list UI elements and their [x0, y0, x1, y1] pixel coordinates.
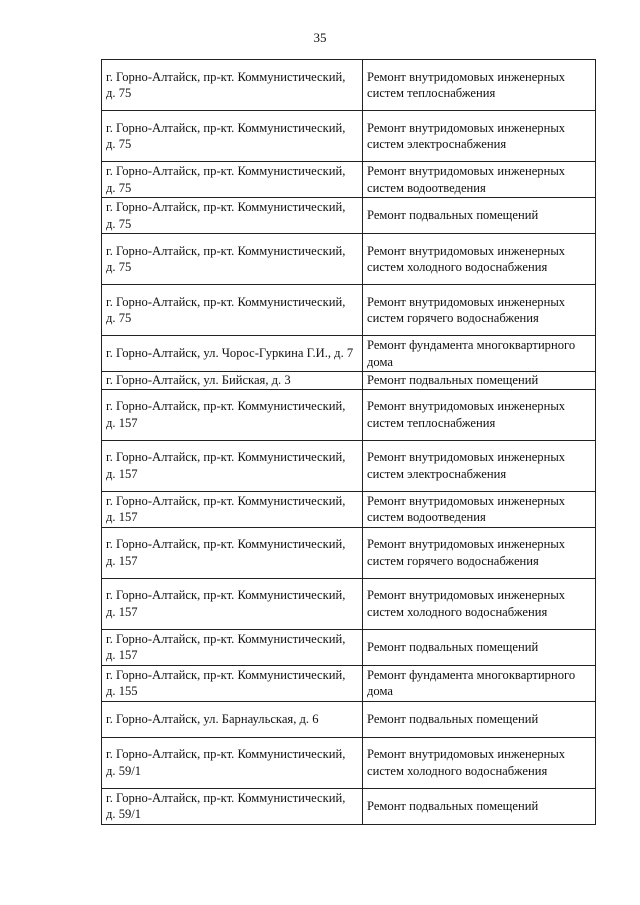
address-cell: г. Горно-Алтайск, пр-кт. Коммунистический, д. 157 [102, 491, 363, 527]
table-row [102, 491, 596, 527]
address-cell: г. Горно-Алтайск, пр-кт. Коммунистический, д. 157 [102, 440, 363, 491]
table-row [102, 285, 596, 336]
work-type-cell: Ремонт подвальных помещений [363, 788, 596, 824]
work-type-cell: Ремонт внутридомовых инженерных систем холодного водоснабжения [363, 234, 596, 285]
address-cell: г. Горно-Алтайск, пр-кт. Коммунистический, д. 157 [102, 389, 363, 440]
work-type-cell: Ремонт внутридомовых инженерных систем водоотведения [363, 491, 596, 527]
address-cell: г. Горно-Алтайск, пр-кт. Коммунистический, д. 157 [102, 527, 363, 578]
work-type-cell: Ремонт фундамента многоквартирного дома [363, 336, 596, 372]
works-table [101, 59, 596, 825]
address-cell: г. Горно-Алтайск, пр-кт. Коммунистический, д. 75 [102, 162, 363, 198]
address-cell: г. Горно-Алтайск, пр-кт. Коммунистический, д. 75 [102, 198, 363, 234]
table-row [102, 234, 596, 285]
address-cell: г. Горно-Алтайск, пр-кт. Коммунистический, д. 157 [102, 578, 363, 629]
work-type-cell: Ремонт внутридомовых инженерных систем теплоснабжения [363, 60, 596, 111]
table-row [102, 665, 596, 701]
address-cell: г. Горно-Алтайск, пр-кт. Коммунистический, д. 75 [102, 111, 363, 162]
table-row [102, 162, 596, 198]
table-row [102, 440, 596, 491]
table-row [102, 372, 596, 390]
table-row [102, 701, 596, 737]
address-cell: г. Горно-Алтайск, пр-кт. Коммунистический, д. 75 [102, 60, 363, 111]
table-row [102, 60, 596, 111]
work-type-cell: Ремонт подвальных помещений [363, 198, 596, 234]
address-cell: г. Горно-Алтайск, пр-кт. Коммунистический, д. 59/1 [102, 737, 363, 788]
work-type-cell: Ремонт внутридомовых инженерных систем водоотведения [363, 162, 596, 198]
table-row [102, 788, 596, 824]
table-row [102, 111, 596, 162]
work-type-cell: Ремонт внутридомовых инженерных систем электроснабжения [363, 440, 596, 491]
work-type-cell: Ремонт внутридомовых инженерных систем горячего водоснабжения [363, 527, 596, 578]
work-type-cell: Ремонт внутридомовых инженерных систем горячего водоснабжения [363, 285, 596, 336]
address-cell: г. Горно-Алтайск, пр-кт. Коммунистический, д. 75 [102, 234, 363, 285]
work-type-cell: Ремонт внутридомовых инженерных систем теплоснабжения [363, 389, 596, 440]
work-type-cell: Ремонт внутридомовых инженерных систем электроснабжения [363, 111, 596, 162]
address-cell: г. Горно-Алтайск, ул. Чорос-Гуркина Г.И., д. 7 [102, 336, 363, 372]
table-row [102, 578, 596, 629]
work-type-cell: Ремонт фундамента многоквартирного дома [363, 665, 596, 701]
address-cell: г. Горно-Алтайск, ул. Бийская, д. 3 [102, 372, 363, 390]
page-number: 35 [313, 30, 327, 45]
work-type-cell: Ремонт подвальных помещений [363, 372, 596, 390]
work-type-cell: Ремонт подвальных помещений [363, 701, 596, 737]
table-row [102, 737, 596, 788]
table-row [102, 389, 596, 440]
work-type-cell: Ремонт внутридомовых инженерных систем холодного водоснабжения [363, 578, 596, 629]
address-cell: г. Горно-Алтайск, ул. Барнаульская, д. 6 [102, 701, 363, 737]
work-type-cell: Ремонт подвальных помещений [363, 629, 596, 665]
address-cell: г. Горно-Алтайск, пр-кт. Коммунистический, д. 155 [102, 665, 363, 701]
table-row [102, 198, 596, 234]
table-row [102, 336, 596, 372]
table-row [102, 629, 596, 665]
work-type-cell: Ремонт внутридомовых инженерных систем холодного водоснабжения [363, 737, 596, 788]
address-cell: г. Горно-Алтайск, пр-кт. Коммунистический, д. 75 [102, 285, 363, 336]
address-cell: г. Горно-Алтайск, пр-кт. Коммунистический, д. 157 [102, 629, 363, 665]
address-cell: г. Горно-Алтайск, пр-кт. Коммунистический, д. 59/1 [102, 788, 363, 824]
table-row [102, 527, 596, 578]
